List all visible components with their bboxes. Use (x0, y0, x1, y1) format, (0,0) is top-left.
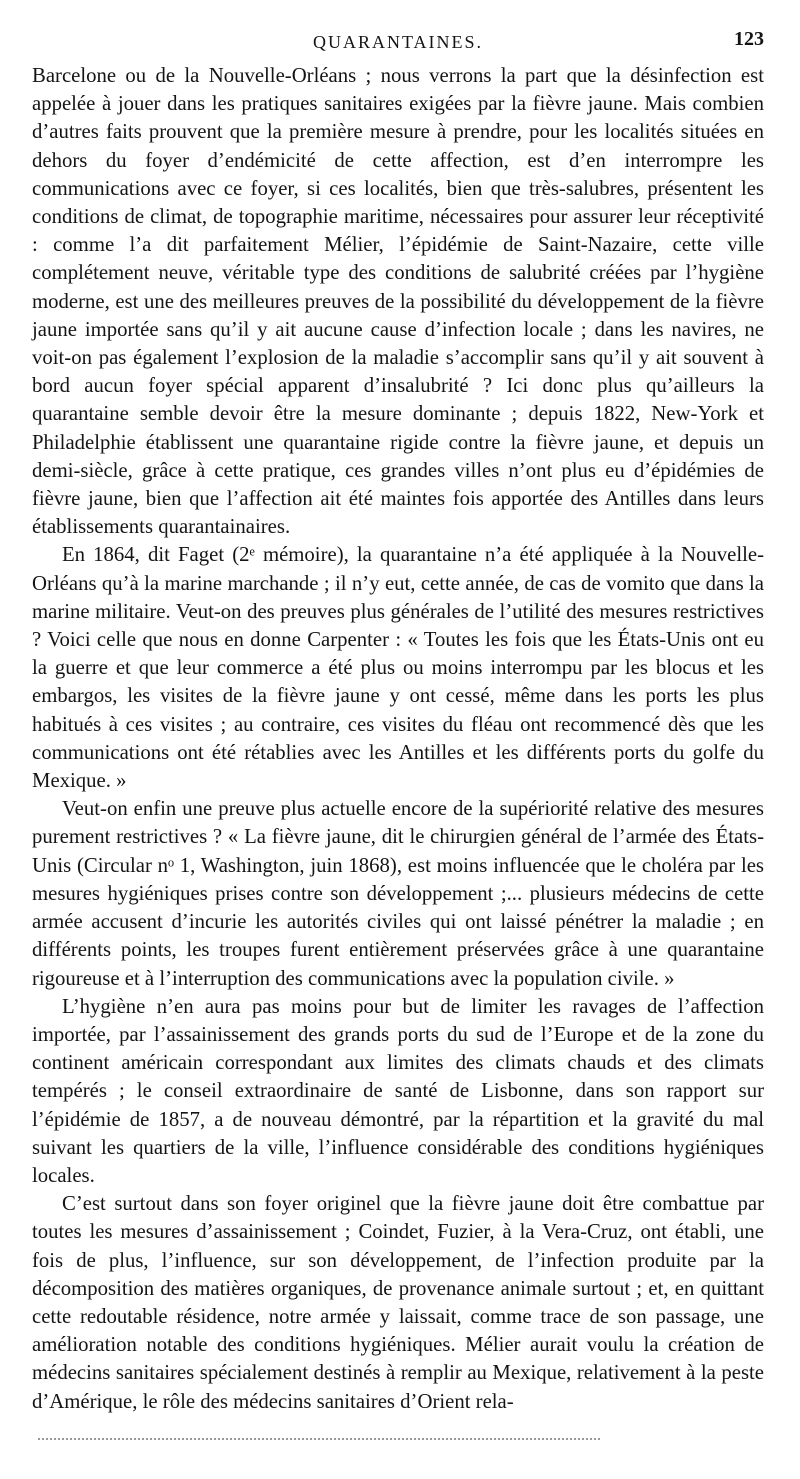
body-text (32, 62, 764, 1416)
paragraph-2: En 1864, dit Faget (2ᵉ mémoire), la quarantaine n’a été appliquée à la Nouvelle-Orléans qu’à la marine marchande ; il n’y eut, cette année, de cas de vomito que dans la marine militaire. Veut-on des preuves plus générales de l’utilité des mesures restrictives ? Voici celle que nous en donne Carpenter : « Toutes les fois que les États-Unis ont eu la guerre et que leur commerce a été plus ou moins interrompu par les blocus et les embargos, les visites de la fièvre jaune y ont cessé, même dans les ports les plus habitués à ces visites ; au contraire, ces visites du fléau ont recommencé dès que les communications ont été rétablies avec les Antilles et les différents ports du golfe du Mexique. » (32, 544, 764, 793)
paragraph-4: L’hygiène n’en aura pas moins pour but de limiter les ravages de l’affection importée, par l’assainissement des grands ports du sud de l’Europe et de la zone du continent américain correspondant aux limites des climats chauds et des climats tempérés ; le conseil extraordinaire de santé de Lisbonne, dans son rapport sur l’épidémie de 1857, a de nouveau démontré, par la répartition et la gravité du mal suivant les quartiers de la ville, l’influence considérable des conditions hygiéniques locales. (32, 995, 764, 1187)
page-number: 123 (734, 28, 764, 50)
paragraph-5: C’est surtout dans son foyer originel que la fièvre jaune doit être combattue par toutes les mesures d’assainissement ; Coindet, Fuzier, à la Vera-Cruz, ont établi, une fois de plus, l’influence, sur son développement, de l’infection produite par la décomposition des matières organiques, de provenance animale surtout ; et, en quittant cette redoutable résidence, notre armée y laissait, comme trace de son passage, une amélioration notable des conditions hygiéniques. Mélier aurait voulu la création de médecins sanitaires spécialement destinés à remplir au Mexique, relativement à la peste d’Amérique, le rôle des médecins sanitaires d’Orient rela- (32, 1193, 764, 1413)
running-title: QUARANTAINES. (312, 32, 484, 52)
running-head (32, 24, 764, 54)
paragraph-1: Barcelone ou de la Nouvelle-Orléans ; nous verrons la part que la désinfection est appelée à jouer dans les pratiques sanitaires exigées par la fièvre jaune. Mais combien d’autres faits prouvent que la première mesure à prendre, pour les localités situées en dehors du foyer d’endémicité de cette affection, est d’en interrompre les communications avec ce foyer, si ces localités, bien que très-salubres, présentent les conditions de climat, de topographie maritime, nécessaires pour assurer leur réceptivité : comme l’a dit parfaitement Mélier, l’épidémie de Saint-Nazaire, cette ville complétement neuve, véritable type des conditions de salubrité créées par l’hygiène moderne, est une des meilleures preuves de la possibilité du développement de la fièvre jaune importée sans qu’il y ait aucune cause d’infection locale ; dans les navires, ne voit-on pas également l’explosion de la maladie s’accomplir sans qu’il y ait souvent à bord aucun foyer spécial apparent d’insalubrité ? Ici donc plus qu’ailleurs la quarantaine semble devoir être la mesure dominante ; depuis 1822, New-York et Philadelphie établissent une quarantaine rigide contre la fièvre jaune, et depuis un demi-siècle, grâce à cette pratique, ces grandes villes n’ont plus eu d’épidémies de fièvre jaune, bien que l’affection ait été maintes fois apportée des Antilles dans leurs établissements quarantainaires. (32, 65, 764, 539)
paragraph-3: Veut-on enfin une preuve plus actuelle encore de la supériorité relative des mesures purement restrictives ? « La fièvre jaune, dit le chirurgien général de l’armée des États-Unis (Circular nᵒ 1, Washington, juin 1868), est moins influencée que le choléra par les mesures hygiéniques prises contre son développement ;... plusieurs médecins de cette armée accusent d’incurie les autorités civiles qui ont laissé pénétrer la maladie ; en différents points, les troupes furent entièrement préservées grâce à une quarantaine rigoureuse et à l’interruption des communications avec la population civile. » (32, 798, 764, 990)
footer-divider (38, 1438, 600, 1444)
